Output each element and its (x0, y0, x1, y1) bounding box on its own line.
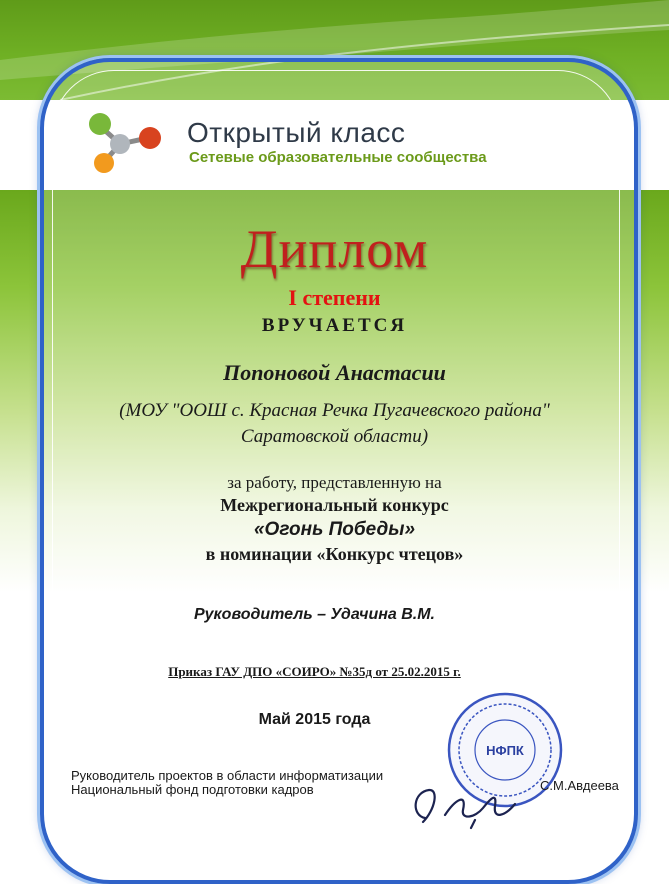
brand-subtitle: Сетевые образовательные сообщества (189, 149, 487, 166)
signer-name: С.М.Авдеева (540, 778, 619, 793)
footer-position: Руководитель проектов в области информатизации (71, 768, 384, 783)
molecule-logo-icon (68, 108, 168, 176)
leader-line: Руководитель – Удачина В.М. (193, 606, 435, 623)
nomination: в номинации «Конкурс чтецов» (205, 544, 464, 564)
contest-type: Межрегиональный конкурс (220, 495, 449, 515)
diploma-degree: I степени (288, 285, 381, 310)
diploma-title: Диплом (240, 219, 429, 279)
organization-line-1: (МОУ "ООШ с. Красная Речка Пугачевского района" (119, 400, 550, 421)
for-work-label: за работу, представленную на (227, 473, 442, 492)
organization-line-2: Саратовской области) (240, 426, 429, 447)
awarded-label: ВРУЧАЕТСЯ (261, 315, 408, 336)
footer-organization: Национальный фонд подготовки кадров (71, 782, 314, 797)
signature-mark (405, 770, 540, 830)
contest-name: «Огонь Победы» (253, 519, 416, 540)
recipient-name: Попоновой Анастасии (223, 360, 446, 385)
order-reference: Приказ ГАУ ДПО «СОИРО» №35д от 25.02.2015 г. (168, 664, 461, 679)
stamp-text: НФПК (486, 743, 524, 758)
brand-title: Открытый класс (187, 117, 406, 148)
issue-date: Май 2015 года (258, 711, 371, 728)
